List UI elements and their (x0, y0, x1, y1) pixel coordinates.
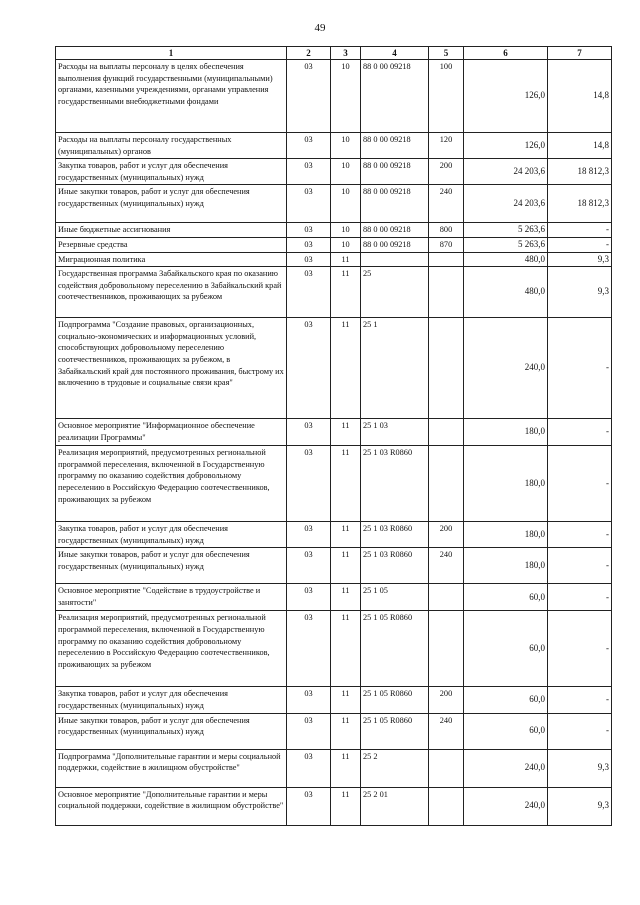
subsection-code-cell: 10 (331, 60, 361, 133)
subsection-code-cell: 11 (331, 687, 361, 713)
subsection-code-cell: 10 (331, 159, 361, 185)
section-code-cell: 03 (287, 584, 331, 611)
page-number: 49 (314, 22, 326, 34)
executed-amount-cell: - (548, 584, 612, 611)
section-code-cell: 03 (287, 318, 331, 419)
section-code-cell: 03 (287, 419, 331, 446)
row-name-cell: Реализация мероприятий, предусмотренных региональной программой переселения, включенной в Государственную программу по оказанию содействия добровольному переселению в Российскую Федерацию соотечественников, проживающих за рубежом (56, 446, 287, 522)
row-name-cell: Резервные средства (56, 237, 287, 252)
expense-type-cell (429, 252, 464, 267)
executed-amount-cell: 14,8 (548, 133, 612, 159)
executed-amount-cell: - (548, 318, 612, 419)
expense-type-cell: 240 (429, 548, 464, 584)
subsection-code-cell: 10 (331, 185, 361, 223)
amount-cell: 126,0 (464, 133, 548, 159)
expense-type-cell (429, 787, 464, 825)
section-code-cell: 03 (287, 787, 331, 825)
header-row (56, 47, 612, 60)
row-name-cell: Иные закупки товаров, работ и услуг для обеспечения государственных (муниципальных) нужд (56, 185, 287, 223)
section-code-cell: 03 (287, 159, 331, 185)
row-name-cell: Основное мероприятие "Информационное обеспечение реализации Программы" (56, 419, 287, 446)
expense-type-cell: 800 (429, 223, 464, 238)
subsection-code-cell: 11 (331, 446, 361, 522)
subsection-code-cell: 11 (331, 584, 361, 611)
row-name-cell: Основное мероприятие "Содействие в трудоустройстве и занятости" (56, 584, 287, 611)
subsection-code-cell: 10 (331, 237, 361, 252)
row-name-cell: Закупка товаров, работ и услуг для обеспечения государственных (муниципальных) нужд (56, 159, 287, 185)
expense-type-cell: 240 (429, 185, 464, 223)
table-row (56, 787, 612, 825)
subsection-code-cell: 11 (331, 522, 361, 548)
expense-type-cell (429, 611, 464, 687)
amount-cell: 180,0 (464, 548, 548, 584)
amount-cell: 60,0 (464, 584, 548, 611)
table-row (56, 548, 612, 584)
subsection-code-cell: 11 (331, 787, 361, 825)
table-row (56, 419, 612, 446)
section-code-cell: 03 (287, 522, 331, 548)
expense-type-cell: 200 (429, 522, 464, 548)
amount-cell: 5 263,6 (464, 223, 548, 238)
row-name-cell: Расходы на выплаты персоналу государственных (муниципальных) органов (56, 133, 287, 159)
amount-cell: 60,0 (464, 687, 548, 713)
target-article-cell: 25 1 05 R0860 (361, 687, 429, 713)
section-code-cell: 03 (287, 548, 331, 584)
section-code-cell: 03 (287, 713, 331, 749)
expense-type-cell (429, 749, 464, 787)
row-name-cell: Расходы на выплаты персоналу в целях обеспечения выполнения функций государственными (муниципальными) органами, казенными учреждениями, органами управления государственными внебюджетными фондами (56, 60, 287, 133)
header-cell: 4 (361, 47, 429, 60)
section-code-cell: 03 (287, 267, 331, 318)
executed-amount-cell: - (548, 223, 612, 238)
row-name-cell: Закупка товаров, работ и услуг для обеспечения государственных (муниципальных) нужд (56, 522, 287, 548)
subsection-code-cell: 11 (331, 267, 361, 318)
target-article-cell: 25 1 05 (361, 584, 429, 611)
table-row (56, 713, 612, 749)
target-article-cell: 25 2 (361, 749, 429, 787)
section-code-cell: 03 (287, 687, 331, 713)
amount-cell: 180,0 (464, 419, 548, 446)
table-row (56, 749, 612, 787)
amount-cell: 240,0 (464, 318, 548, 419)
executed-amount-cell: 18 812,3 (548, 159, 612, 185)
table-row (56, 185, 612, 223)
section-code-cell: 03 (287, 611, 331, 687)
executed-amount-cell: - (548, 237, 612, 252)
target-article-cell: 88 0 00 09218 (361, 223, 429, 238)
row-name-cell: Иные бюджетные ассигнования (56, 223, 287, 238)
amount-cell: 5 263,6 (464, 237, 548, 252)
budget-table (55, 46, 612, 826)
expense-type-cell: 120 (429, 133, 464, 159)
table-row (56, 60, 612, 133)
amount-cell: 24 203,6 (464, 185, 548, 223)
subsection-code-cell: 10 (331, 223, 361, 238)
executed-amount-cell: - (548, 419, 612, 446)
expense-type-cell: 870 (429, 237, 464, 252)
section-code-cell: 03 (287, 133, 331, 159)
target-article-cell: 88 0 00 09218 (361, 237, 429, 252)
expense-type-cell (429, 419, 464, 446)
row-name-cell: Подпрограмма "Создание правовых, организационных, социально-экономических и информационных условий, способствующих добровольному переселению соотечественников, проживающих за рубежом, в Забайкальский край для постоянного проживания, быстрому их включению в трудовые и социальные связи края" (56, 318, 287, 419)
section-code-cell: 03 (287, 446, 331, 522)
amount-cell: 240,0 (464, 749, 548, 787)
target-article-cell: 88 0 00 09218 (361, 159, 429, 185)
subsection-code-cell: 11 (331, 611, 361, 687)
subsection-code-cell: 11 (331, 548, 361, 584)
header-cell: 7 (548, 47, 612, 60)
expense-type-cell: 240 (429, 713, 464, 749)
table-row (56, 611, 612, 687)
expense-type-cell: 200 (429, 159, 464, 185)
executed-amount-cell: 18 812,3 (548, 185, 612, 223)
target-article-cell: 88 0 00 09218 (361, 60, 429, 133)
target-article-cell (361, 252, 429, 267)
expense-type-cell (429, 267, 464, 318)
table-row (56, 318, 612, 419)
executed-amount-cell: - (548, 713, 612, 749)
header-cell: 2 (287, 47, 331, 60)
target-article-cell: 88 0 00 09218 (361, 185, 429, 223)
subsection-code-cell: 11 (331, 749, 361, 787)
executed-amount-cell: - (548, 446, 612, 522)
table-row (56, 584, 612, 611)
executed-amount-cell: 9,3 (548, 749, 612, 787)
executed-amount-cell: 9,3 (548, 267, 612, 318)
subsection-code-cell: 11 (331, 713, 361, 749)
table-row (56, 133, 612, 159)
target-article-cell: 88 0 00 09218 (361, 133, 429, 159)
expense-type-cell (429, 446, 464, 522)
table-row (56, 522, 612, 548)
subsection-code-cell: 11 (331, 318, 361, 419)
subsection-code-cell: 11 (331, 252, 361, 267)
amount-cell: 180,0 (464, 522, 548, 548)
section-code-cell: 03 (287, 237, 331, 252)
header-cell: 6 (464, 47, 548, 60)
row-name-cell: Иные закупки товаров, работ и услуг для обеспечения государственных (муниципальных) нужд (56, 713, 287, 749)
subsection-code-cell: 11 (331, 419, 361, 446)
target-article-cell: 25 1 05 R0860 (361, 713, 429, 749)
expense-type-cell (429, 584, 464, 611)
expense-type-cell (429, 318, 464, 419)
executed-amount-cell: - (548, 522, 612, 548)
executed-amount-cell: - (548, 687, 612, 713)
table-row (56, 223, 612, 238)
table-row (56, 446, 612, 522)
section-code-cell: 03 (287, 60, 331, 133)
table-row (56, 687, 612, 713)
executed-amount-cell: 14,8 (548, 60, 612, 133)
section-code-cell: 03 (287, 223, 331, 238)
target-article-cell: 25 1 05 R0860 (361, 611, 429, 687)
table-row (56, 267, 612, 318)
amount-cell: 240,0 (464, 787, 548, 825)
target-article-cell: 25 1 03 R0860 (361, 522, 429, 548)
executed-amount-cell: 9,3 (548, 252, 612, 267)
row-name-cell: Миграционная политика (56, 252, 287, 267)
executed-amount-cell: 9,3 (548, 787, 612, 825)
section-code-cell: 03 (287, 185, 331, 223)
amount-cell: 480,0 (464, 252, 548, 267)
row-name-cell: Реализация мероприятий, предусмотренных региональной программой переселения, включенной в Государственную программу по оказанию содействия добровольному переселению в Российскую Федерацию соотечественников, проживающих за рубежом (56, 611, 287, 687)
section-code-cell: 03 (287, 749, 331, 787)
target-article-cell: 25 (361, 267, 429, 318)
row-name-cell: Иные закупки товаров, работ и услуг для обеспечения государственных (муниципальных) нужд (56, 548, 287, 584)
section-code-cell: 03 (287, 252, 331, 267)
header-cell: 5 (429, 47, 464, 60)
amount-cell: 126,0 (464, 60, 548, 133)
amount-cell: 180,0 (464, 446, 548, 522)
amount-cell: 24 203,6 (464, 159, 548, 185)
target-article-cell: 25 1 03 R0860 (361, 446, 429, 522)
table-row (56, 159, 612, 185)
table-body (56, 60, 612, 826)
executed-amount-cell: - (548, 548, 612, 584)
row-name-cell: Государственная программа Забайкальского края по оказанию содействия добровольному переселению в Забайкальский край соотечественников, проживающих за рубежом (56, 267, 287, 318)
amount-cell: 480,0 (464, 267, 548, 318)
target-article-cell: 25 1 (361, 318, 429, 419)
table-row (56, 237, 612, 252)
amount-cell: 60,0 (464, 713, 548, 749)
expense-type-cell: 100 (429, 60, 464, 133)
amount-cell: 60,0 (464, 611, 548, 687)
header-cell: 3 (331, 47, 361, 60)
row-name-cell: Закупка товаров, работ и услуг для обеспечения государственных (муниципальных) нужд (56, 687, 287, 713)
row-name-cell: Основное мероприятие "Дополнительные гарантии и меры социальной поддержки, содействие в жилищном обустройстве" (56, 787, 287, 825)
target-article-cell: 25 2 01 (361, 787, 429, 825)
target-article-cell: 25 1 03 R0860 (361, 548, 429, 584)
target-article-cell: 25 1 03 (361, 419, 429, 446)
row-name-cell: Подпрограмма "Дополнительные гарантии и меры социальной поддержки, содействие в жилищном обустройстве" (56, 749, 287, 787)
header-cell: 1 (56, 47, 287, 60)
table-row (56, 252, 612, 267)
expense-type-cell: 200 (429, 687, 464, 713)
subsection-code-cell: 10 (331, 133, 361, 159)
executed-amount-cell: - (548, 611, 612, 687)
